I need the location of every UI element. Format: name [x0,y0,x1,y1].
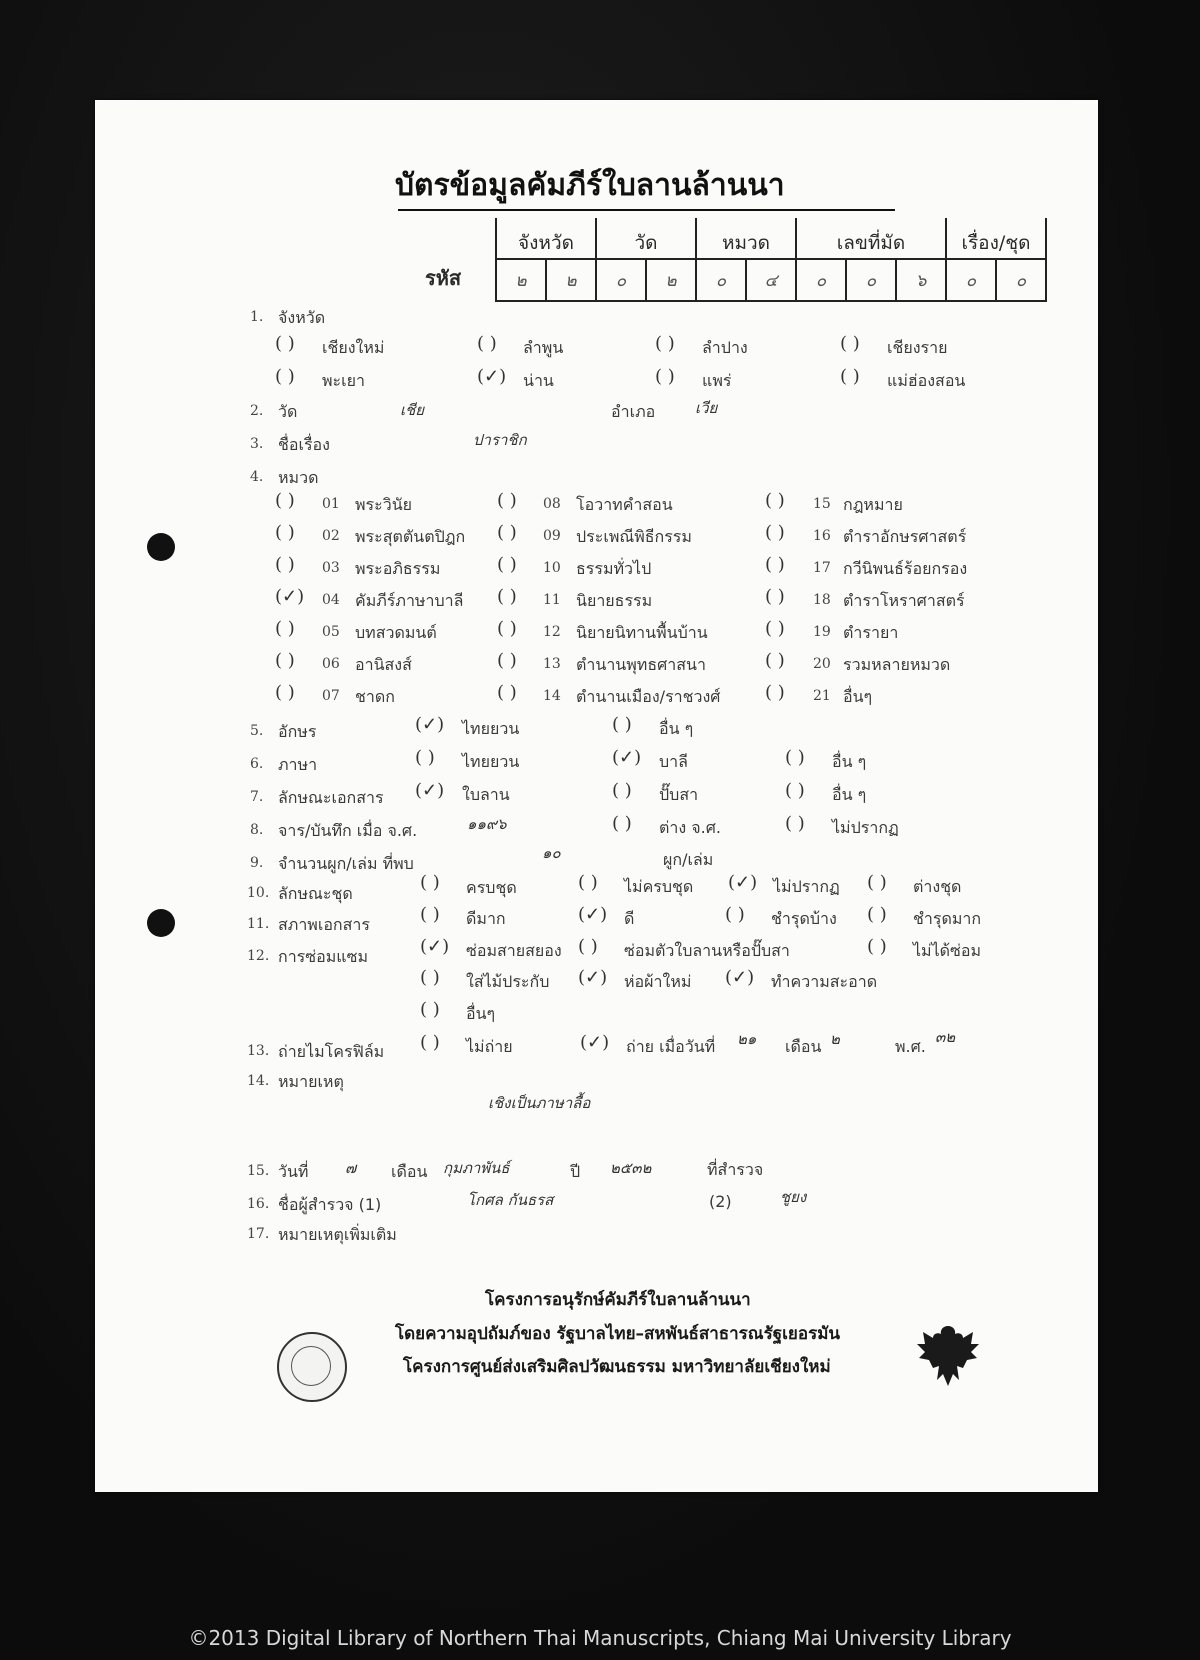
category-code: 15 [813,496,831,512]
category-option: กวีนิพนธ์ร้อยกรอง [843,559,968,578]
category-option: นิยายธรรม [576,591,653,610]
microfilm-year-label: พ.ศ. [895,1037,926,1056]
inscription-date-option: ต่าง จ.ศ. [659,818,721,837]
survey-year-value: ๒๕๓๒ [610,1159,652,1177]
category-code: 09 [543,528,561,544]
category-code: 03 [322,560,340,576]
category-code: 05 [322,624,340,640]
condition-checkbox[interactable]: ( ) [725,904,745,925]
section-number: 10. [247,885,270,901]
card-title: บัตรข้อมูลคัมภีร์ใบลานล้านนา [395,168,785,203]
microfilm-year-value: ๓๒ [935,1028,956,1046]
province-option: เชียงใหม่ [322,338,385,357]
inscription-date-checkbox[interactable]: ( ) [785,813,805,834]
set-type-option: ไม่ปรากฏ [773,877,840,896]
code-digit: ๐ [696,259,746,301]
category-checkbox[interactable]: ( ) [765,682,785,703]
province-option: ลำปาง [702,338,748,357]
category-option: ตำราโหราศาสตร์ [843,591,965,610]
survey-year-label: ปี [570,1162,581,1181]
script-option: อื่น ๆ [659,719,694,738]
category-code: 17 [813,560,831,576]
set-type-checkbox[interactable]: ( ) [578,872,598,893]
section-number: 1. [250,309,264,325]
category-checkbox[interactable]: ( ) [275,618,295,639]
category-option: พระสุตตันตปิฎก [355,527,466,546]
language-label: ภาษา [278,755,318,774]
condition-option: ดีมาก [466,909,506,928]
category-code: 21 [813,688,831,704]
code-label: รหัส [425,266,462,290]
footer-project-line: โครงการอนุรักษ์คัมภีร์ใบลานล้านนา [485,1290,751,1310]
language-option: อื่น ๆ [832,752,867,771]
category-checkbox[interactable]: ( ) [497,490,517,511]
category-option: ธรรมทั่วไป [576,559,652,578]
survey-month-value: กุมภาพันธ์ [443,1159,510,1177]
category-code: 10 [543,560,561,576]
province-option: แพร่ [702,371,732,390]
category-option: ตำนานเมือง/ราชวงศ์ [576,687,721,706]
manuscript-data-card [95,100,1098,1492]
section-number: 7. [250,789,264,805]
fascicle-unit-label: ผูก/เล่ม [663,850,714,869]
category-option: โอวาทคำสอน [576,495,673,514]
language-option: บาลี [659,752,688,771]
category-option: รวมหลายหมวด [843,655,951,674]
repair-option: ซ่อมสายสยอง [466,941,562,960]
university-seal-icon [277,1332,347,1402]
category-checkbox[interactable]: ( ) [497,522,517,543]
set-type-option: ต่างชุด [913,877,962,896]
category-option: นิยายนิทานพื้นบ้าน [576,623,708,642]
province-checkbox[interactable]: ( ) [840,366,860,387]
code-digit: ๐ [846,259,896,301]
province-checkbox[interactable]: ( ) [275,366,295,387]
section-number: 11. [247,916,270,932]
document-type-option: อื่น ๆ [832,785,867,804]
condition-label: สภาพเอกสาร [278,915,370,934]
repair-checkbox[interactable]: (✓) [420,936,450,957]
code-digit: ๒ [546,259,596,301]
microfilm-yes-checkbox[interactable]: (✓) [580,1032,610,1053]
footer-sponsor-line: โดยความอุปถัมภ์ของ รัฐบาลไทย–สหพันธ์สาธารณรัฐเยอรมัน [395,1324,841,1344]
category-checkbox[interactable]: ( ) [275,682,295,703]
code-digit: ๒ [496,259,546,301]
code-header-temple: วัด [596,218,696,259]
surveyor-1-name: โกศล กันธรส [467,1191,554,1209]
section-number: 5. [250,723,264,739]
category-checkbox[interactable]: ( ) [765,522,785,543]
category-checkbox[interactable]: ( ) [497,650,517,671]
section-number: 15. [247,1163,270,1179]
category-checkbox[interactable]: ( ) [275,554,295,575]
condition-option: ดี [624,909,635,928]
code-digit: ๐ [946,259,996,301]
category-option: กฎหมาย [843,495,903,514]
microfilm-month-label: เดือน [785,1037,822,1056]
condition-option: ชำรุดบ้าง [771,909,837,928]
category-code: 11 [543,592,561,608]
province-option: พะเยา [322,371,365,390]
section-number: 14. [247,1073,270,1089]
survey-place-label: ที่สำรวจ [707,1160,764,1179]
set-type-option: ครบชุด [466,878,517,897]
category-checkbox[interactable]: ( ) [275,490,295,511]
inscription-date-option: ไม่ปรากฏ [832,818,899,837]
microfilm-yes-option: ถ่าย เมื่อวันที่ [626,1037,716,1056]
category-checkbox[interactable]: ( ) [765,490,785,511]
section-number: 6. [250,756,264,772]
category-code: 02 [322,528,340,544]
punch-hole-icon [147,533,175,561]
repair-checkbox[interactable]: (✓) [578,967,608,988]
code-digit: ๔ [746,259,796,301]
document-type-option: ใบลาน [462,785,510,804]
section-number: 13. [247,1043,270,1059]
language-option: ไทยยวน [462,752,520,771]
category-checkbox[interactable]: ( ) [765,554,785,575]
code-digit: ๐ [596,259,646,301]
category-code: 13 [543,656,561,672]
microfilm-month-value: ๒ [830,1030,840,1048]
province-checkbox[interactable]: (✓) [477,366,507,387]
section-number: 2. [250,403,264,419]
section-number: 3. [250,436,264,452]
remarks-label: หมายเหตุ [278,1072,344,1091]
province-checkbox[interactable]: ( ) [655,333,675,354]
copyright-notice: ©2013 Digital Library of Northern Thai Manuscripts, Chiang Mai University Library [188,1626,1012,1650]
category-code: 12 [543,624,561,640]
script-checkbox[interactable]: ( ) [612,714,632,735]
title-underline [398,209,895,211]
condition-checkbox[interactable]: ( ) [420,904,440,925]
category-code: 14 [543,688,561,704]
document-type-label: ลักษณะเอกสาร [278,788,384,807]
script-checkbox[interactable]: (✓) [415,714,445,735]
district-value: เวีย [695,399,718,417]
section-number: 12. [247,948,270,964]
document-type-option: ปั๊บสา [659,785,699,804]
footer-center-line: โครงการศูนย์ส่งเสริมศิลปวัฒนธรรม มหาวิทยาลัยเชียงใหม่ [403,1357,831,1377]
category-checkbox[interactable]: ( ) [765,618,785,639]
section-number: 16. [247,1196,270,1212]
repair-option: ไม่ได้ซ่อม [913,941,982,960]
province-checkbox[interactable]: ( ) [275,333,295,354]
fascicle-count-value: ๑๐ [542,844,561,862]
condition-checkbox[interactable]: ( ) [867,904,887,925]
category-checkbox[interactable]: ( ) [275,650,295,671]
inscription-date-label: จาร/บันทึก เมื่อ จ.ศ. [278,821,418,840]
survey-month-label: เดือน [391,1162,428,1181]
category-option: ตำรายา [843,623,899,642]
fascicle-count-label: จำนวนผูก/เล่ม ที่พบ [278,854,414,873]
category-code: 04 [322,592,340,608]
surveyor-2-signature: ชูยง [780,1188,807,1206]
repair-label: การซ่อมแซม [278,947,368,966]
section-number: 4. [250,469,264,485]
condition-checkbox[interactable]: (✓) [578,904,608,925]
microfilm-label: ถ่ายไมโครฟิล์ม [278,1042,385,1061]
additional-notes-label: หมายเหตุเพิ่มเติม [278,1225,397,1244]
category-checkbox[interactable]: ( ) [497,682,517,703]
code-header-category: หมวด [696,218,796,259]
repair-option: ทำความสะอาด [771,972,878,991]
province-label: จังหวัด [278,308,326,327]
story-title-value: ปาราชิก [473,431,527,449]
remarks-value: เชิงเป็นภาษาลื้อ [488,1094,591,1112]
language-checkbox[interactable]: ( ) [415,747,435,768]
code-digit: ๐ [996,259,1046,301]
document-type-checkbox[interactable]: ( ) [612,780,632,801]
district-label: อำเภอ [611,402,656,421]
microfilm-day-value: ๒๑ [737,1030,757,1048]
category-code: 06 [322,656,340,672]
category-checkbox[interactable]: ( ) [497,586,517,607]
province-checkbox[interactable]: ( ) [840,333,860,354]
set-type-option: ไม่ครบชุด [624,877,694,896]
survey-day-value: ๗ [345,1159,357,1177]
code-header-province: จังหวัด [496,218,596,259]
category-code: 20 [813,656,831,672]
category-label: หมวด [278,468,319,487]
category-option: ตำราอักษรศาสตร์ [843,527,967,546]
set-type-label: ลักษณะชุด [278,884,353,903]
temple-value: เชีย [400,401,425,419]
category-checkbox[interactable]: ( ) [497,554,517,575]
german-eagle-icon [913,1322,983,1390]
category-code: 19 [813,624,831,640]
category-code: 18 [813,592,831,608]
category-checkbox[interactable]: ( ) [275,522,295,543]
script-label: อักษร [278,722,317,741]
category-code: 08 [543,496,561,512]
section-number: 8. [250,822,264,838]
script-option: ไทยยวน [462,719,520,738]
category-checkbox[interactable]: ( ) [765,650,785,671]
code-header-story-set: เรื่อง/ชุด [946,218,1046,259]
category-checkbox[interactable]: ( ) [765,586,785,607]
condition-option: ชำรุดมาก [913,909,982,928]
province-option: น่าน [523,371,554,390]
temple-label: วัด [278,402,298,421]
code-digit: ๐ [796,259,846,301]
category-option: ประเพณีพิธีกรรม [576,527,692,546]
category-checkbox[interactable]: (✓) [275,586,305,607]
category-option: บทสวดมนต์ [355,623,437,642]
punch-hole-icon [147,909,175,937]
category-option: ตำนานพุทธศาสนา [576,655,706,674]
set-type-checkbox[interactable]: ( ) [420,872,440,893]
story-title-label: ชื่อเรื่อง [278,435,330,454]
repair-option: อื่นๆ [466,1004,496,1023]
category-checkbox[interactable]: ( ) [497,618,517,639]
category-option: พระอภิธรรม [355,559,441,578]
code-header-bundle-number: เลขที่มัด [796,218,946,259]
repair-option: ห่อผ้าใหม่ [624,972,692,991]
microfilm-no-checkbox[interactable]: ( ) [420,1032,440,1053]
category-code: 07 [322,688,340,704]
set-type-checkbox[interactable]: (✓) [728,872,758,893]
repair-checkbox[interactable]: ( ) [578,936,598,957]
repair-checkbox[interactable]: ( ) [420,999,440,1020]
set-type-checkbox[interactable]: ( ) [867,872,887,893]
category-option: ชาดก [355,687,395,706]
document-type-checkbox[interactable]: (✓) [415,780,445,801]
microfilm-no-option: ไม่ถ่าย [466,1037,513,1056]
document-type-checkbox[interactable]: ( ) [785,780,805,801]
category-option: พระวินัย [355,495,413,514]
repair-checkbox[interactable]: (✓) [725,967,755,988]
section-number: 9. [250,855,264,871]
category-option: อื่นๆ [843,687,873,706]
section-number: 17. [247,1226,270,1242]
language-checkbox[interactable]: (✓) [612,747,642,768]
category-option: อานิสงส์ [355,655,412,674]
category-code: 16 [813,528,831,544]
province-option: ลำพูน [523,338,564,357]
province-option: เชียงราย [887,338,948,357]
inscription-date-value: ๑๑๙๖ [467,815,507,833]
inscription-date-checkbox[interactable]: ( ) [612,813,632,834]
province-option: แม่ฮ่องสอน [887,371,966,390]
category-code: 01 [322,496,340,512]
repair-option: ซ่อมตัวใบลานหรือปั๊บสา [624,941,790,960]
language-checkbox[interactable]: ( ) [785,747,805,768]
code-table [495,218,1047,302]
survey-date-label: วันที่ [278,1162,309,1181]
surveyor-2-label: (2) [709,1192,732,1211]
surveyor-label: ชื่อผู้สำรวจ (1) [278,1195,382,1214]
province-checkbox[interactable]: ( ) [655,366,675,387]
province-checkbox[interactable]: ( ) [477,333,497,354]
code-digit: ๒ [646,259,696,301]
category-option: คัมภีร์ภาษาบาลี [355,591,464,610]
repair-option: ใส่ไม้ประกับ [466,972,550,991]
repair-checkbox[interactable]: ( ) [420,967,440,988]
code-digit: ๖ [896,259,946,301]
repair-checkbox[interactable]: ( ) [867,936,887,957]
